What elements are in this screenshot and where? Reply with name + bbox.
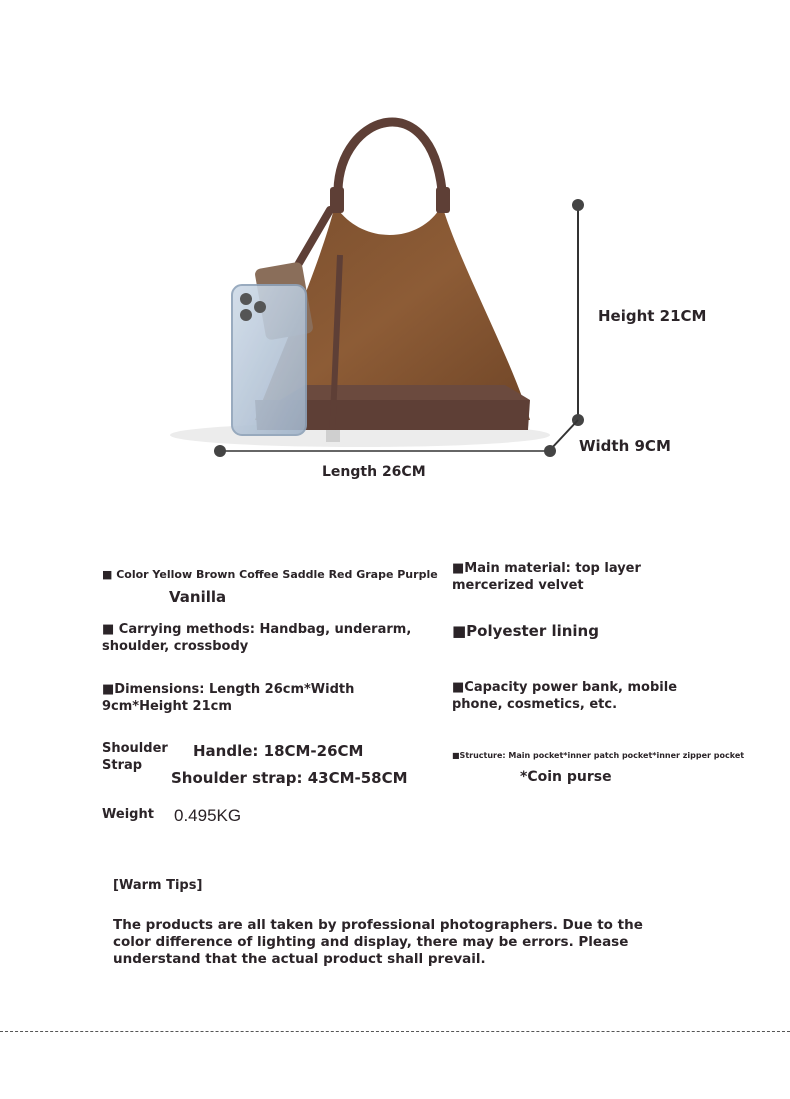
capacity: ■Capacity power bank, mobile phone, cosmetics, etc.	[452, 680, 678, 712]
handle-length: Handle: 18CM-26CM	[193, 742, 364, 760]
main-material: ■Main material: top layer mercerized velvet	[452, 561, 641, 593]
carrying-methods: ■ Carrying methods: Handbag, underarm, shoulder, crossbody	[102, 622, 412, 654]
dimension-lines	[200, 195, 600, 465]
lining: ■Polyester lining	[452, 622, 599, 640]
width-label: Width 9CM	[579, 437, 671, 455]
dashed-divider	[0, 1031, 790, 1032]
structure: ■Structure: Main pocket*inner patch pocket*inner zipper pocket	[452, 751, 745, 760]
height-top-dot	[572, 199, 584, 211]
length-right-dot	[544, 445, 556, 457]
weight-value: 0.495KG	[174, 806, 242, 825]
weight-label: Weight	[102, 807, 154, 822]
shoulder-strap-length: Shoulder strap: 43CM-58CM	[171, 769, 408, 787]
coin-purse: *Coin purse	[520, 769, 612, 785]
length-label: Length 26CM	[322, 464, 426, 480]
dimensions-line: ■Dimensions: Length 26cm*Width 9cm*Height 21cm	[102, 682, 355, 714]
bag-handle	[338, 122, 442, 190]
color-extra: Vanilla	[169, 588, 227, 606]
height-label: Height 21CM	[598, 307, 707, 325]
length-left-dot	[214, 445, 226, 457]
warm-tips-body: The products are all taken by professional photographers. Due to the color difference of lighting and display, there may be errors. Please understand that the actual product shall prevail.	[113, 917, 643, 967]
color-line: ■ Color Yellow Brown Coffee Saddle Red Grape Purple	[102, 568, 438, 581]
warm-tips-title: [Warm Tips]	[113, 878, 203, 893]
shoulder-strap-label: Shoulder Strap	[102, 741, 168, 773]
